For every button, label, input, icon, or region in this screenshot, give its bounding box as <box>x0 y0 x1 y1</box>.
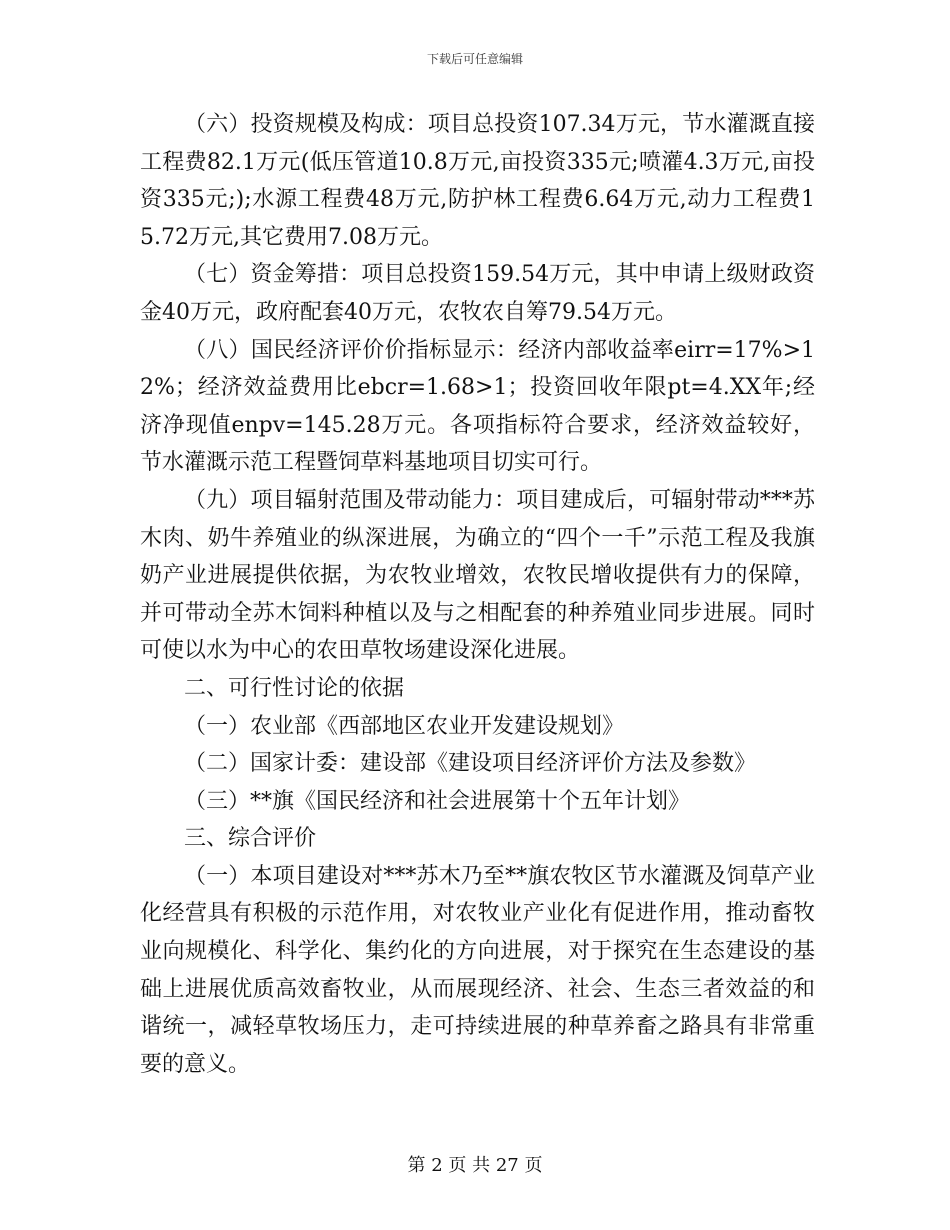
paragraph-economic-evaluation: （八）国民经济评价价指标显示：经济内部收益率eirr=17%>12%；经济效益费用比ebcr=1.68>1；投资回收年限pt=4.XX年;经济净现值enpv=145.28万元。各项指标符合要求，经济效益较好，节水灌溉示范工程暨饲草料基地项目切实可行。 <box>140 337 815 476</box>
paragraph-investment-scale: （六）投资规模及构成：项目总投资107.34万元，节水灌溉直接工程费82.1万元(低压管道10.8万元,亩投资335元;喷灌4.3万元,亩投资335元;);水源工程费48万元,防护林工程费6.64万元,动力工程费15.72万元,其它费用7.08万元。 <box>140 112 815 250</box>
basis-item-1: （一）农业部《西部地区农业开发建设规划》 <box>184 713 625 739</box>
page-number-footer: 第 2 页 共 27 页 <box>407 1155 543 1176</box>
paragraph-fund-raising: （七）资金筹措：项目总投资159.54万元，其中申请上级财政资金40万元，政府配套40万元，农牧农自筹79.54万元。 <box>140 262 815 325</box>
document-body <box>140 106 815 1083</box>
section-heading-feasibility-basis: 二、可行性讨论的依据 <box>184 675 405 701</box>
paragraph-evaluation-1: （一）本项目建设对***苏木乃至**旗农牧区节水灌溉及饲草产业化经营具有积极的示范作用，对农牧业产业化有促进作用，推动畜牧业向规模化、科学化、集约化的方向进展，对于探究在生态建设的基础上进展优质高效畜牧业，从而展现经济、社会、生态三者效益的和谐统一，减轻草牧场压力，走可持续进展的种草养畜之路具有非常重要的意义。 <box>140 863 815 1077</box>
page-header: 下载后可任意编辑 <box>426 52 523 66</box>
basis-item-3: （三）**旗《国民经济和社会进展第十个五年计划》 <box>184 788 691 814</box>
paragraph-radiation-scope: （九）项目辐射范围及带动能力：项目建成后，可辐射带动***苏木肉、奶牛养殖业的纵深进展，为确立的“四个一千”示范工程及我旗奶产业进展提供依据，为农牧业增效，农牧民增收提供有力的保障，并可带动全苏木饲料种植以及与之相配套的种养殖业同步进展。同时可使以水为中心的农田草牧场建设深化进展。 <box>140 487 815 664</box>
basis-item-2: （二）国家计委：建设部《建设项目经济评价方法及参数》 <box>184 751 757 777</box>
section-heading-comprehensive-evaluation: 三、综合评价 <box>184 826 317 852</box>
